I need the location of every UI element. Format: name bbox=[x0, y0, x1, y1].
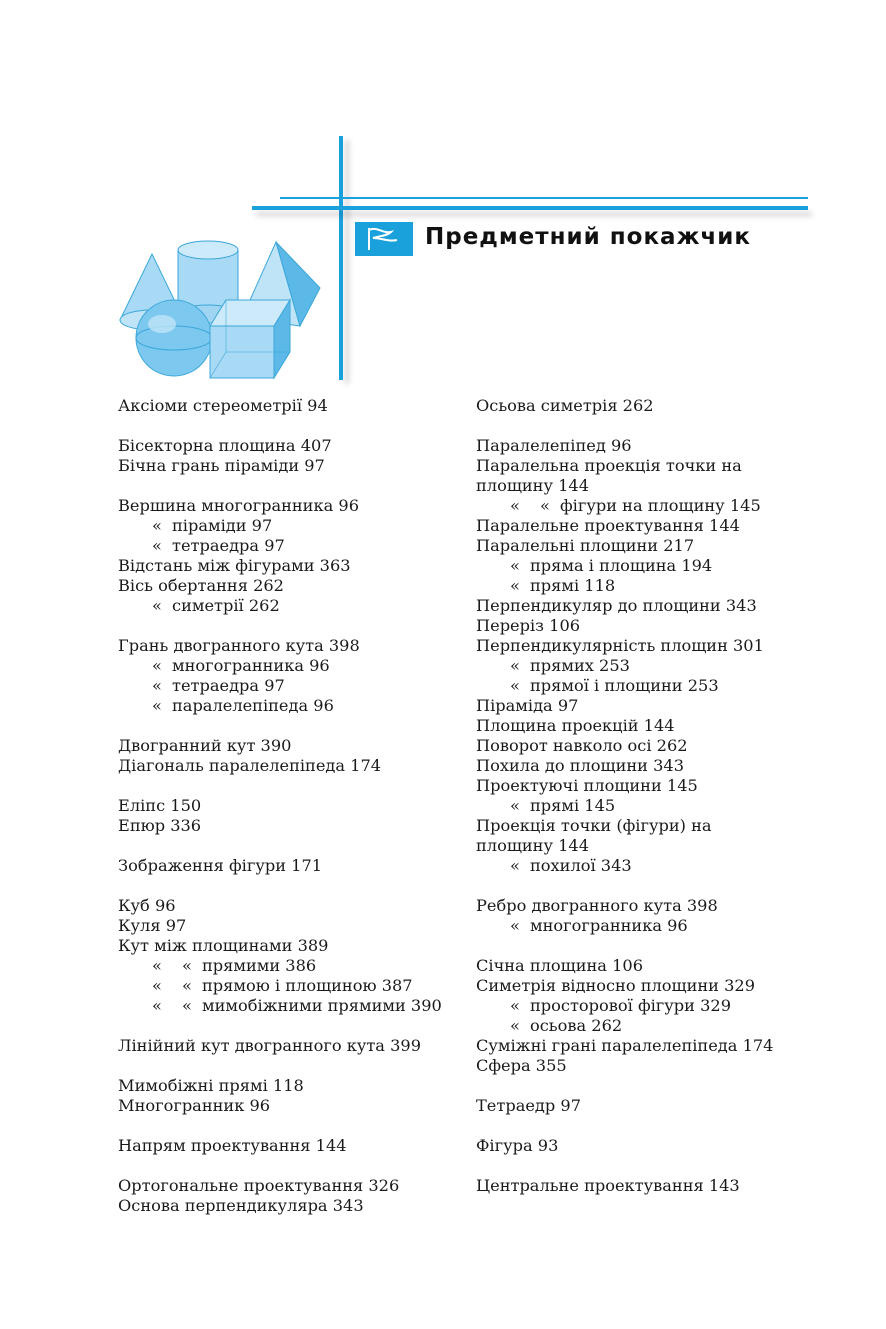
index-entry bbox=[118, 736, 458, 756]
entry-text: паралелепіпеда 96 bbox=[172, 696, 334, 715]
decorative-horizontal-rule-thick bbox=[252, 206, 808, 210]
index-entry bbox=[476, 976, 866, 996]
index-entry bbox=[118, 556, 458, 576]
index-entry bbox=[118, 1036, 458, 1056]
entry-text: Проекція точки (фігури) на bbox=[476, 816, 712, 835]
index-subentry bbox=[476, 496, 866, 516]
entry-text: Січна площина 106 bbox=[476, 956, 643, 975]
ditto-mark: « bbox=[152, 536, 162, 555]
entry-text: Тетраедр 97 bbox=[476, 1096, 581, 1115]
entry-text: прямі 145 bbox=[530, 796, 616, 815]
entry-spacer bbox=[118, 876, 458, 896]
entry-text: Паралелепіпед 96 bbox=[476, 436, 632, 455]
index-entry bbox=[476, 816, 866, 836]
entry-text: Вершина многогранника 96 bbox=[118, 496, 359, 515]
index-subentry bbox=[118, 676, 458, 696]
index-entry bbox=[476, 1096, 866, 1116]
entry-text: Симетрія відносно площини 329 bbox=[476, 976, 756, 995]
ditto-mark: « bbox=[152, 516, 162, 535]
index-subentry bbox=[118, 536, 458, 556]
index-entry bbox=[476, 536, 866, 556]
index-entry bbox=[476, 1056, 866, 1076]
index-entry bbox=[118, 436, 458, 456]
index-subentry bbox=[476, 656, 866, 676]
index-entry bbox=[476, 436, 866, 456]
ditto-mark: « bbox=[152, 956, 162, 975]
index-subentry bbox=[476, 576, 866, 596]
entry-spacer bbox=[476, 1116, 866, 1136]
page-title: Предметний покажчик bbox=[425, 224, 751, 250]
index-entry bbox=[476, 476, 866, 496]
entry-text: похилої 343 bbox=[530, 856, 632, 875]
entry-spacer bbox=[118, 776, 458, 796]
index-subentry bbox=[118, 656, 458, 676]
index-entry bbox=[476, 736, 866, 756]
index-column-left bbox=[118, 396, 458, 1216]
ditto-mark: « bbox=[182, 976, 192, 995]
entry-text: Ребро двогранного кута 398 bbox=[476, 896, 718, 915]
index-subentry bbox=[476, 556, 866, 576]
index-entry bbox=[476, 896, 866, 916]
entry-text: Суміжні грані паралелепіпеда 174 bbox=[476, 1036, 774, 1055]
entry-spacer bbox=[118, 1116, 458, 1136]
index-entry bbox=[118, 1196, 458, 1216]
index-entry bbox=[476, 516, 866, 536]
entry-text: Вісь обертання 262 bbox=[118, 576, 284, 595]
entry-text: площину 144 bbox=[476, 476, 590, 495]
ditto-mark: « bbox=[152, 996, 162, 1015]
index-entry bbox=[476, 636, 866, 656]
index-entry bbox=[476, 596, 866, 616]
ditto-mark: « bbox=[182, 956, 192, 975]
index-subentry bbox=[118, 516, 458, 536]
index-subentry bbox=[476, 996, 866, 1016]
decorative-horizontal-rule-thin bbox=[280, 197, 808, 199]
ditto-mark: « bbox=[182, 996, 192, 1015]
ditto-mark: « bbox=[152, 596, 162, 615]
ditto-mark: « bbox=[510, 576, 520, 595]
entry-text: Бісекторна площина 407 bbox=[118, 436, 332, 455]
entry-text: Діагональ паралелепіпеда 174 bbox=[118, 756, 382, 775]
entry-text: Основа перпендикуляра 343 bbox=[118, 1196, 364, 1215]
entry-text: прямих 253 bbox=[530, 656, 630, 675]
index-entry bbox=[476, 836, 866, 856]
entry-spacer bbox=[118, 476, 458, 496]
index-column-right bbox=[476, 396, 866, 1196]
sphere-icon bbox=[136, 300, 212, 376]
entry-spacer bbox=[476, 936, 866, 956]
entry-text: многогранника 96 bbox=[172, 656, 330, 675]
entry-text: прямі 118 bbox=[530, 576, 616, 595]
entry-text: тетраедра 97 bbox=[172, 536, 285, 555]
entry-text: многогранника 96 bbox=[530, 916, 688, 935]
entry-text: Переріз 106 bbox=[476, 616, 581, 635]
index-subentry bbox=[476, 1016, 866, 1036]
index-entry bbox=[118, 1176, 458, 1196]
ditto-mark: « bbox=[152, 656, 162, 675]
ditto-mark: « bbox=[510, 496, 520, 515]
entry-text: Лінійний кут двогранного кута 399 bbox=[118, 1036, 422, 1055]
index-subentry bbox=[476, 916, 866, 936]
index-entry bbox=[476, 956, 866, 976]
index-entry bbox=[476, 1176, 866, 1196]
entry-text: Перпендикуляр до площини 343 bbox=[476, 596, 757, 615]
index-entry bbox=[476, 776, 866, 796]
index-entry bbox=[118, 916, 458, 936]
ditto-mark: « bbox=[540, 496, 550, 515]
entry-spacer bbox=[476, 416, 866, 436]
section-flag-icon bbox=[355, 222, 413, 256]
index-entry bbox=[476, 1136, 866, 1156]
index-entry bbox=[118, 816, 458, 836]
index-entry bbox=[476, 1036, 866, 1056]
index-entry bbox=[118, 1136, 458, 1156]
entry-text: Паралельні площини 217 bbox=[476, 536, 695, 555]
entry-spacer bbox=[118, 1156, 458, 1176]
geometric-solids-illustration bbox=[114, 232, 326, 382]
entry-text: Аксіоми стереометрії 94 bbox=[118, 396, 328, 415]
index-entry bbox=[118, 576, 458, 596]
entry-text: Грань двогранного кута 398 bbox=[118, 636, 360, 655]
index-subentry bbox=[118, 696, 458, 716]
entry-text: Кут між площинами 389 bbox=[118, 936, 329, 955]
index-entry bbox=[118, 456, 458, 476]
entry-text: Куб 96 bbox=[118, 896, 176, 915]
entry-text: Центральне проектування 143 bbox=[476, 1176, 740, 1195]
entry-spacer bbox=[118, 616, 458, 636]
ditto-mark: « bbox=[510, 856, 520, 875]
entry-text: Куля 97 bbox=[118, 916, 187, 935]
index-entry bbox=[118, 636, 458, 656]
index-entry bbox=[118, 1076, 458, 1096]
index-entry bbox=[118, 896, 458, 916]
index-entry bbox=[118, 496, 458, 516]
entry-text: просторової фігури 329 bbox=[530, 996, 732, 1015]
ditto-mark: « bbox=[510, 556, 520, 575]
entry-text: прямими 386 bbox=[202, 956, 317, 975]
entry-text: Осьова симетрія 262 bbox=[476, 396, 654, 415]
entry-text: Площина проекцій 144 bbox=[476, 716, 675, 735]
ditto-mark: « bbox=[510, 676, 520, 695]
index-entry bbox=[476, 696, 866, 716]
index-entry bbox=[476, 716, 866, 736]
index-entry bbox=[118, 856, 458, 876]
entry-text: піраміди 97 bbox=[172, 516, 273, 535]
index-subentry bbox=[118, 596, 458, 616]
entry-spacer bbox=[476, 1156, 866, 1176]
index-subentry bbox=[476, 676, 866, 696]
entry-text: площину 144 bbox=[476, 836, 590, 855]
index-entry bbox=[476, 616, 866, 636]
entry-spacer bbox=[118, 1016, 458, 1036]
entry-text: прямої і площини 253 bbox=[530, 676, 719, 695]
ditto-mark: « bbox=[510, 656, 520, 675]
ditto-mark: « bbox=[510, 1016, 520, 1035]
ditto-mark: « bbox=[510, 996, 520, 1015]
entry-text: Паралельне проектування 144 bbox=[476, 516, 740, 535]
index-subentry bbox=[476, 796, 866, 816]
entry-text: Поворот навколо осі 262 bbox=[476, 736, 688, 755]
entry-text: прямою і площиною 387 bbox=[202, 976, 413, 995]
index-subentry bbox=[118, 996, 458, 1016]
entry-spacer bbox=[118, 836, 458, 856]
ditto-mark: « bbox=[152, 676, 162, 695]
entry-text: пряма і площина 194 bbox=[530, 556, 713, 575]
index-entry bbox=[476, 456, 866, 476]
entry-spacer bbox=[118, 1056, 458, 1076]
index-subentry bbox=[476, 856, 866, 876]
index-subentry bbox=[118, 976, 458, 996]
entry-text: Многогранник 96 bbox=[118, 1096, 271, 1115]
index-entry bbox=[118, 756, 458, 776]
entry-text: Перпендикулярність площин 301 bbox=[476, 636, 764, 655]
index-entry bbox=[118, 796, 458, 816]
entry-spacer bbox=[118, 416, 458, 436]
entry-text: Мимобіжні прямі 118 bbox=[118, 1076, 304, 1095]
entry-text: фігури на площину 145 bbox=[560, 496, 761, 515]
entry-text: Двогранний кут 390 bbox=[118, 736, 292, 755]
ditto-mark: « bbox=[510, 796, 520, 815]
entry-spacer bbox=[476, 1076, 866, 1096]
entry-text: тетраедра 97 bbox=[172, 676, 285, 695]
ditto-mark: « bbox=[510, 916, 520, 935]
entry-spacer bbox=[118, 716, 458, 736]
ditto-mark: « bbox=[152, 696, 162, 715]
index-entry bbox=[118, 1096, 458, 1116]
entry-text: осьова 262 bbox=[530, 1016, 623, 1035]
entry-text: Ортогональне проектування 326 bbox=[118, 1176, 400, 1195]
entry-text: Фігура 93 bbox=[476, 1136, 559, 1155]
index-entry bbox=[476, 756, 866, 776]
entry-text: Бічна грань піраміди 97 bbox=[118, 456, 325, 475]
entry-text: Паралельна проекція точки на bbox=[476, 456, 742, 475]
index-subentry bbox=[118, 956, 458, 976]
index-entry bbox=[118, 396, 458, 416]
entry-text: Відстань між фігурами 363 bbox=[118, 556, 351, 575]
entry-text: мимобіжними прямими 390 bbox=[202, 996, 442, 1015]
entry-text: Еліпс 150 bbox=[118, 796, 202, 815]
index-entry bbox=[118, 936, 458, 956]
entry-text: Напрям проектування 144 bbox=[118, 1136, 347, 1155]
decorative-vertical-rule bbox=[339, 136, 343, 380]
ditto-mark: « bbox=[152, 976, 162, 995]
cube-icon bbox=[210, 300, 290, 378]
entry-text: Епюр 336 bbox=[118, 816, 202, 835]
index-entry bbox=[476, 396, 866, 416]
entry-text: симетрії 262 bbox=[172, 596, 280, 615]
entry-text: Піраміда 97 bbox=[476, 696, 579, 715]
entry-text: Похила до площини 343 bbox=[476, 756, 684, 775]
entry-text: Проектуючі площини 145 bbox=[476, 776, 698, 795]
entry-text: Сфера 355 bbox=[476, 1056, 567, 1075]
entry-text: Зображення фігури 171 bbox=[118, 856, 323, 875]
entry-spacer bbox=[476, 876, 866, 896]
